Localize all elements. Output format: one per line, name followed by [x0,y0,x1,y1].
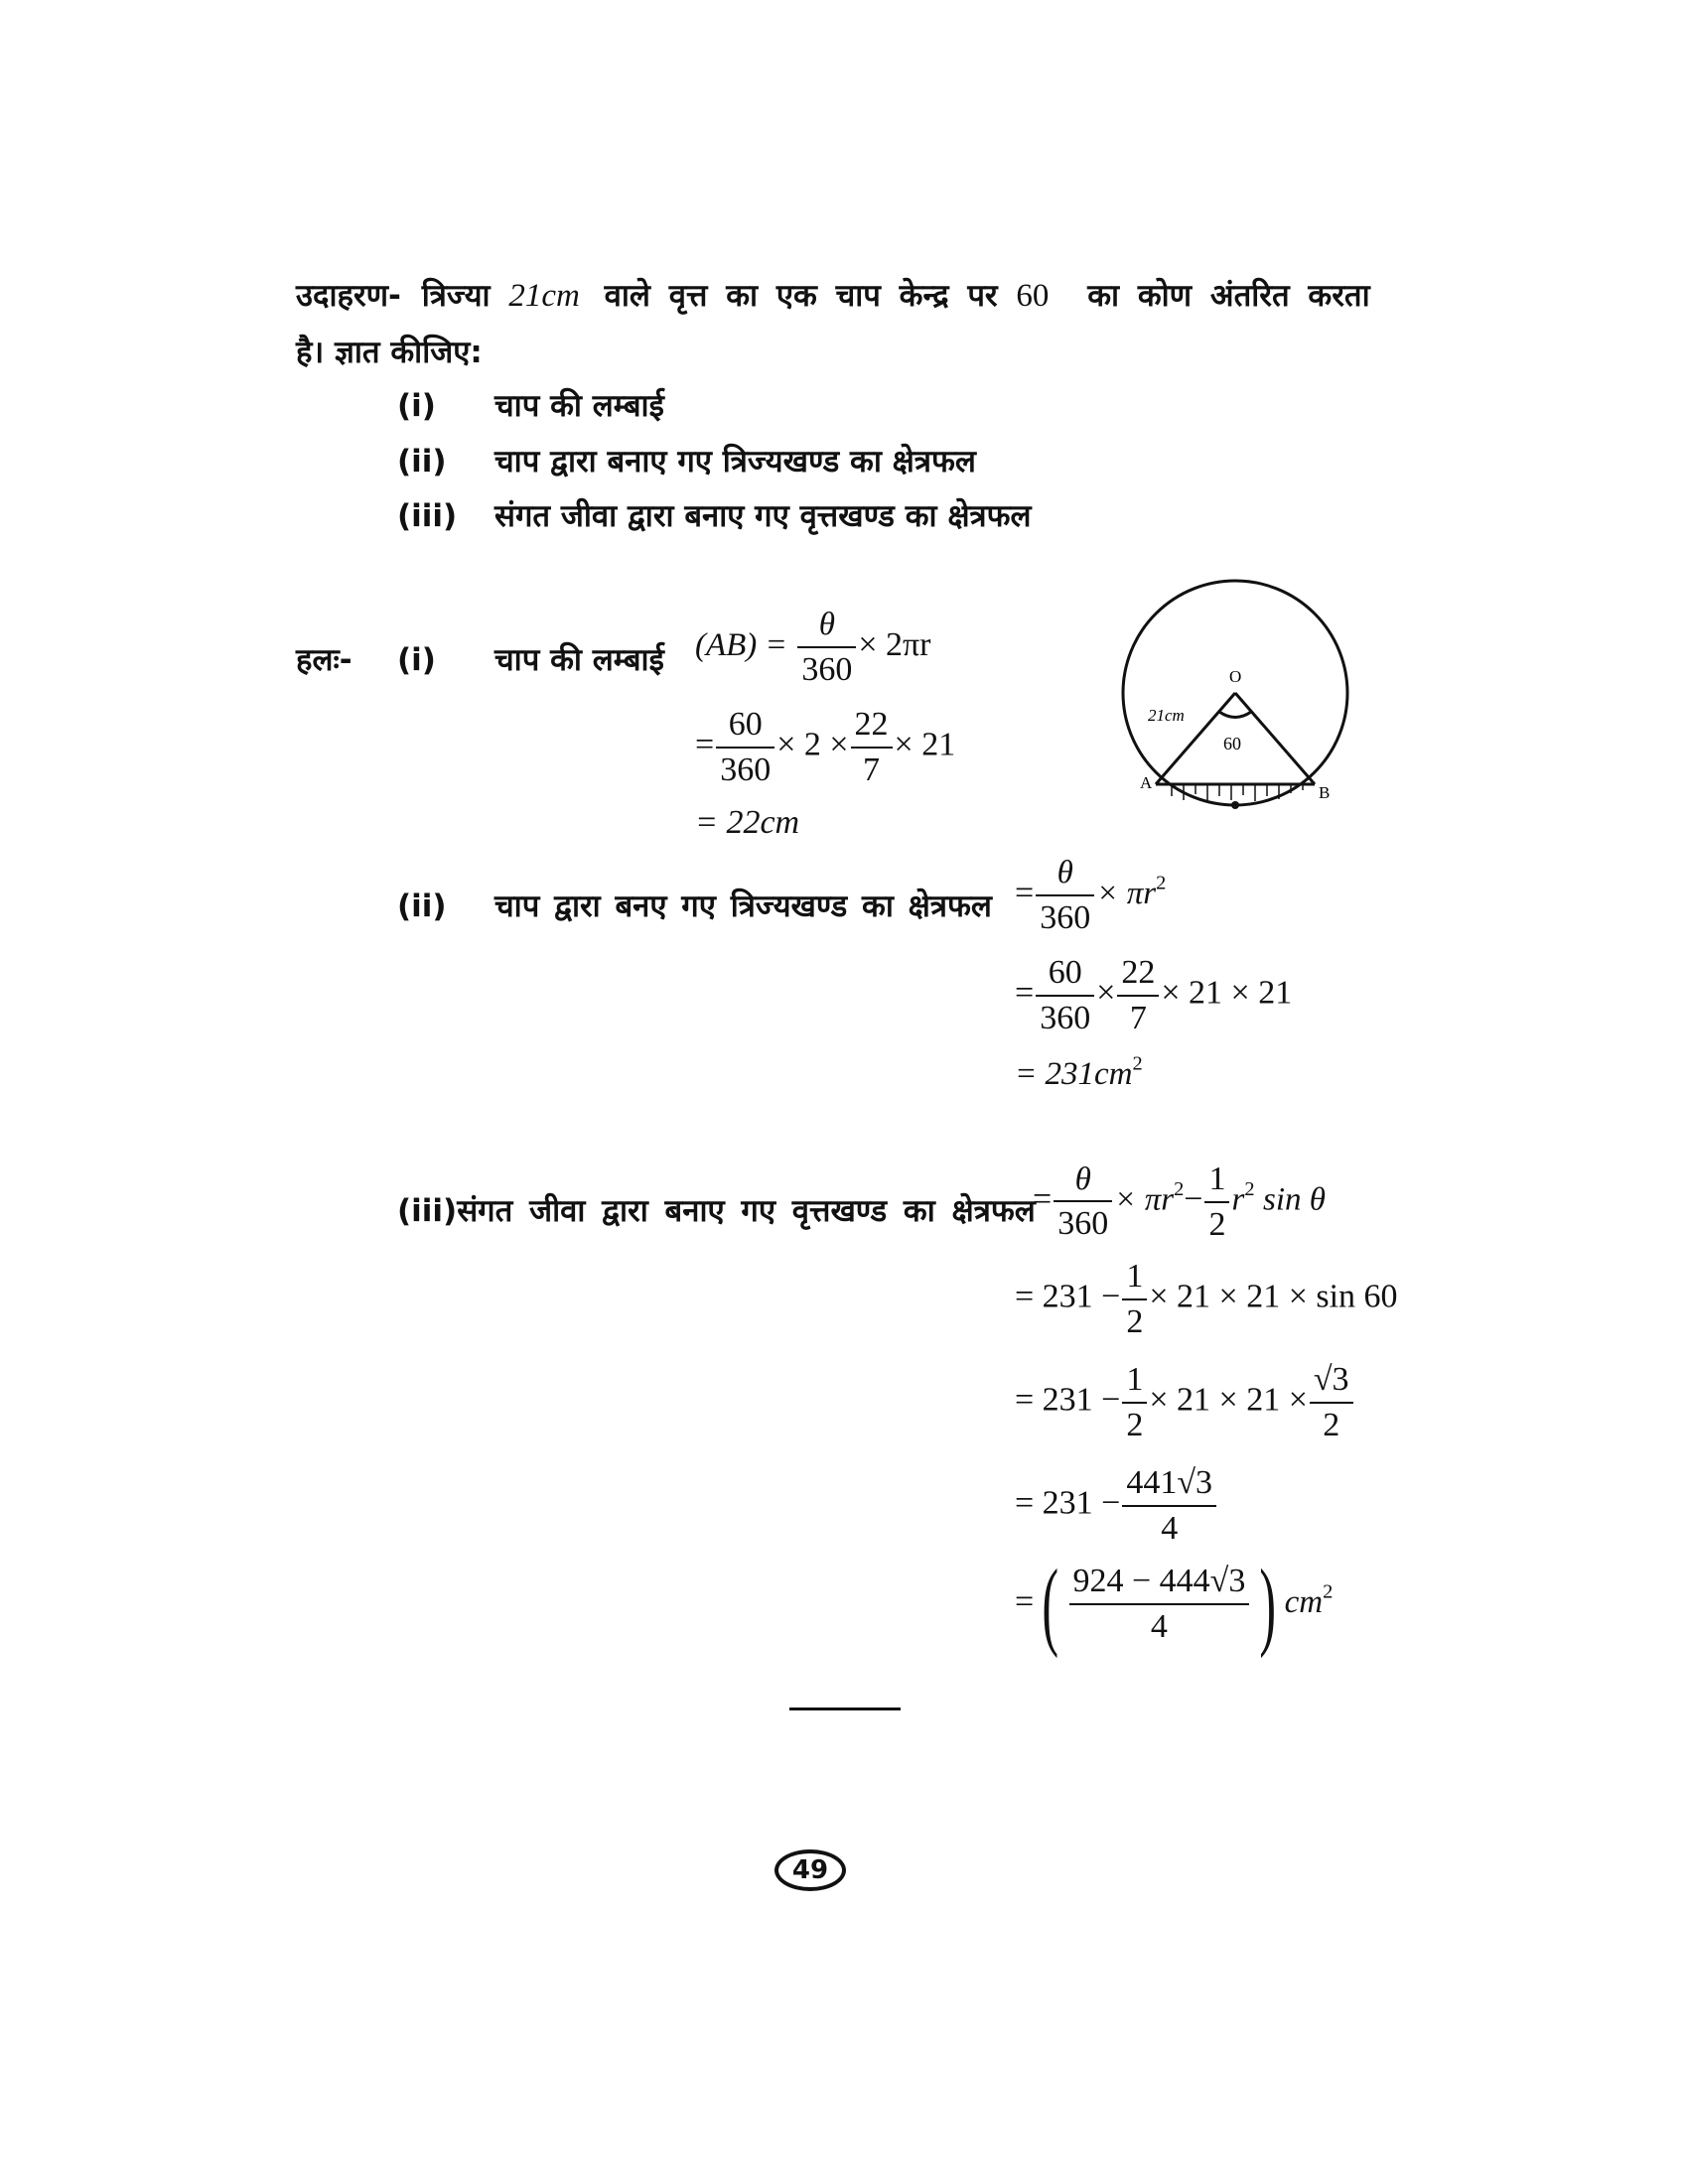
end-rule [789,1707,901,1710]
fraction: $\frac{60}{360}$ [716,707,774,787]
fraction: $\frac{\theta}{360}$ [1036,856,1094,935]
example-text-2: वाले वृत्त का एक चाप केन्द्र पर [604,278,998,314]
item-1-num: (i) [397,388,436,424]
fraction: $\frac{1}{2}$ [1122,1362,1147,1442]
fraction: $\frac{924 - 444√3}{4}$ [1069,1564,1250,1644]
part-3-step-2: = 231 − $\frac{1}{2}$ × 21 × 21 × sin 60 [1015,1258,1398,1340]
solution-label: हलः- [296,642,352,678]
angle-label: 60 [1223,734,1241,753]
arc-lhs: (AB) = [695,626,787,663]
part-1-text: चाप की लम्बाई [494,642,664,678]
circle-figure [1112,576,1370,834]
item-2-num: (ii) [397,444,447,479]
page-number: 49 [774,1849,846,1891]
angle-value: 60 [1016,278,1050,314]
radius-label: 21cm [1148,706,1185,725]
part-2-step-2: = $\frac{60}{360}$ × $\frac{22}{7}$ × 21 × 21 [1015,954,1293,1036]
point-a-label: A [1140,773,1153,792]
part-1-step-1 [695,608,930,687]
part-2-num: (ii) [397,888,447,924]
example-line-1 [296,280,1370,313]
fraction: $\frac{1}{2}$ [1122,1259,1147,1339]
step-tail: × 2πr [858,625,931,663]
part-1-result: = 22cm [695,804,800,841]
part-2-result: = $231cm^2$ [1015,1052,1143,1092]
item-3-num: (iii) [397,498,458,534]
point-b-label: B [1319,783,1331,802]
part-3-text: (iii)संगत जीवा द्वारा बनाए गए वृत्तखण्ड का क्षेत्रफल [397,1193,1036,1229]
fraction: $\frac{22}{7}$ [851,707,893,787]
fraction: $\frac{441√3}{4}$ [1122,1465,1216,1546]
right-paren: ) [1259,1549,1277,1659]
radius-value: 21cm [508,278,580,314]
part-2-step-1: = $\frac{\theta}{360}$ × $\pi r^2$ [1015,855,1167,936]
item-2-text: चाप द्वारा बनाए गए त्रिज्यखण्ड का क्षेत्रफल [494,444,976,479]
fraction: $\frac{1}{2}$ [1204,1161,1229,1242]
fraction: $\frac{√3}{2}$ [1310,1362,1353,1442]
part-3-step-3: = 231 − $\frac{1}{2}$ × 21 × 21 × $\frac{√3}{2}$ [1015,1362,1355,1442]
part-3-step-4: = 231 − $\frac{441√3}{4}$ [1015,1465,1218,1546]
item-1-text: चाप की लम्बाई [494,388,664,424]
part-1-num: (i) [397,642,436,678]
example-text-1: त्रिज्या [421,278,491,314]
left-paren: ( [1042,1549,1059,1659]
example-text-3: का कोण अंतरित करता [1087,278,1370,314]
example-label: उदाहरण- [296,278,401,314]
part-3-result: =( $\frac{924 - 444√3}{4}$ ) $cm^2$ [1015,1549,1334,1659]
part-1-step-2: = $\frac{60}{360}$ × 2 × $\frac{22}{7}$ × 21 [695,706,956,788]
example-line-2: है। ज्ञात कीजिए: [296,335,483,370]
part-3-num: (iii) [397,1193,458,1229]
fraction: $\frac{60}{360}$ [1036,955,1094,1035]
item-3-text: संगत जीवा द्वारा बनाए गए वृत्तखण्ड का क्षेत्रफल [494,498,1032,534]
center-label: O [1229,667,1242,686]
fraction: $\frac{\theta}{360}$ [1054,1162,1112,1242]
fraction: $\frac{\theta}{360}$ [797,608,856,687]
fraction: $\frac{22}{7}$ [1117,955,1159,1035]
part-2-text: चाप द्वारा बनए गए त्रिज्यखण्ड का क्षेत्रफल [494,888,992,924]
part-3-step-1: = $\frac{\theta}{360}$ × $\pi r^2-$ $\frac{1}{2}$ $r^2$ sin θ [1033,1160,1327,1243]
